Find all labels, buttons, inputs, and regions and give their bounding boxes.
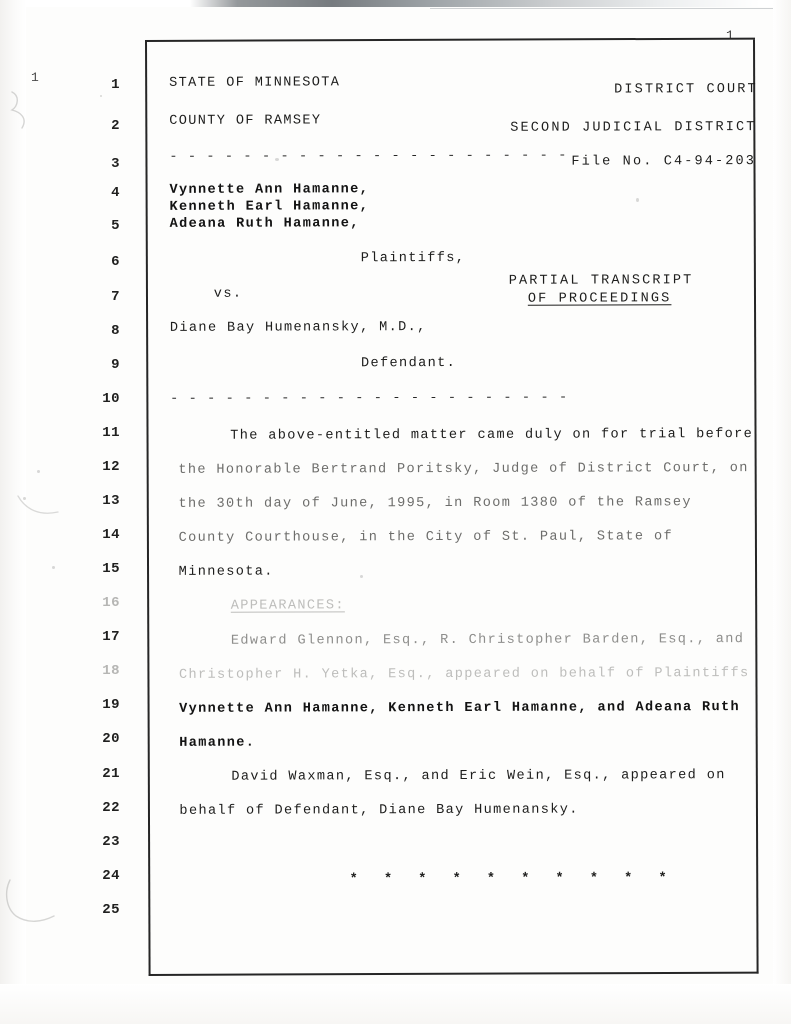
- line-number: 4: [111, 185, 120, 201]
- body-line: the 30th day of June, 1995, in Room 1380 of the Ramsey: [178, 495, 692, 512]
- body-line: behalf of Defendant, Diane Bay Humenansky.: [179, 802, 579, 819]
- caption-rule-top: - - - - - - - - - - - - - - - - - - - - - -: [169, 148, 568, 165]
- line-number: 11: [102, 425, 120, 441]
- line-number: 25: [102, 902, 120, 918]
- scan-edge-artifact-top: [0, 0, 791, 7]
- plaintiff-name-2: Kenneth Earl Hamanne,: [169, 199, 370, 215]
- body-line: Minnesota.: [178, 564, 274, 580]
- margin-annotation-mark: 1: [31, 70, 40, 85]
- body-line: The above-entitled matter came duly on for trial before: [230, 427, 754, 444]
- line-number: 20: [102, 731, 120, 747]
- line-number: 22: [102, 800, 120, 816]
- transcript-body: [131, 38, 758, 976]
- line-number: 13: [102, 493, 120, 509]
- line-number: 24: [102, 868, 120, 884]
- line-number: 10: [102, 391, 120, 407]
- line-number: 9: [111, 357, 120, 373]
- body-line: Hamanne.: [179, 735, 256, 751]
- section-separator-stars: * * * * * * * * * *: [349, 871, 676, 888]
- defendant-name: Diane Bay Humenansky, M.D.,: [169, 320, 427, 336]
- caption-rule-bottom: - - - - - - - - - - - - - - - - - - - - - -: [170, 390, 569, 407]
- line-number: 3: [111, 156, 120, 172]
- body-line: Vynnette Ann Hamanne, Kenneth Earl Hamanne, and Adeana Ruth: [179, 700, 741, 717]
- body-line: Edward Glennon, Esq., R. Christopher Barden, Esq., and: [230, 632, 745, 649]
- caption-state: STATE OF MINNESOTA: [169, 75, 341, 91]
- line-number-gutter: [78, 40, 120, 976]
- line-number: 2: [111, 118, 120, 134]
- defendant-label: Defendant.: [360, 355, 457, 372]
- line-number: 19: [102, 697, 120, 713]
- line-number: 16: [102, 595, 120, 611]
- body-line: the Honorable Bertrand Poritsky, Judge of District Court, on: [178, 461, 749, 478]
- line-number: 12: [102, 459, 120, 475]
- line-number: 8: [111, 323, 120, 339]
- appearances-heading: APPEARANCES:: [230, 598, 345, 614]
- plaintiff-name-1: Vynnette Ann Hamanne,: [169, 182, 370, 198]
- caption-file-number: File No. C4-94-203: [571, 154, 757, 170]
- transcript-title-line-2: OF PROCEEDINGS: [527, 291, 672, 307]
- plaintiffs-label: Plaintiffs,: [360, 250, 466, 267]
- page-number: 1: [726, 28, 735, 43]
- line-number: 14: [102, 527, 120, 543]
- scan-speck: [37, 470, 40, 473]
- scan-edge-shading-bottom: [0, 984, 791, 1024]
- scan-edge-shading-left: [0, 0, 26, 1024]
- versus-label: vs.: [213, 286, 243, 302]
- scan-speck: [52, 566, 55, 569]
- plaintiff-name-3: Adeana Ruth Hamanne,: [169, 216, 360, 232]
- line-number: 1: [111, 77, 120, 93]
- line-number: 5: [111, 218, 120, 234]
- body-line: David Waxman, Esq., and Eric Wein, Esq., appeared on: [231, 768, 726, 785]
- line-number: 6: [111, 254, 120, 270]
- body-line: County Courthouse, in the City of St. Paul, State of: [178, 529, 673, 546]
- line-number: 7: [111, 289, 120, 305]
- line-number: 21: [102, 766, 120, 782]
- line-number: 23: [102, 834, 120, 850]
- line-number: 18: [102, 663, 120, 679]
- caption-judicial-district: SECOND JUDICIAL DISTRICT: [510, 120, 757, 136]
- body-line: Christopher H. Yetka, Esq., appeared on behalf of Plaintiffs: [178, 666, 750, 683]
- scan-speck: [23, 497, 26, 500]
- line-number: 15: [102, 561, 120, 577]
- transcript-title-line-1: PARTIAL TRANSCRIPT: [508, 273, 694, 289]
- caption-county: COUNTY OF RAMSEY: [169, 113, 322, 129]
- scan-edge-line-top: [430, 8, 791, 9]
- caption-court: DISTRICT COURT: [614, 82, 758, 98]
- line-number: 17: [102, 629, 120, 645]
- scan-edge-shading-right: [773, 0, 791, 1024]
